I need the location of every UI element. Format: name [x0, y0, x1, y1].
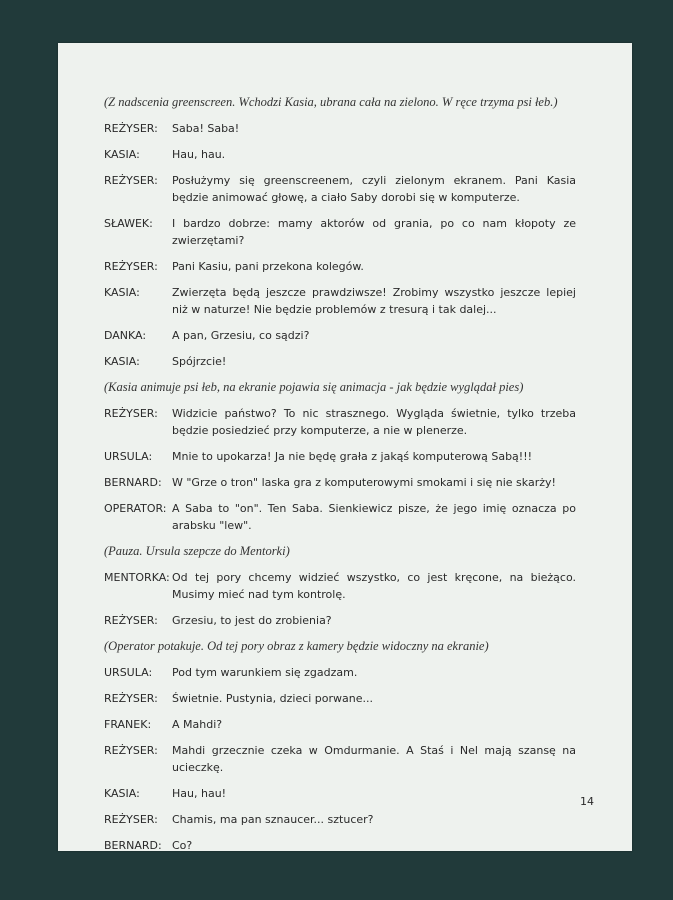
- dialogue-text: A Mahdi?: [172, 718, 223, 731]
- dialogue-text: Co?: [172, 839, 193, 852]
- speaker-name: REŻYSER:: [104, 174, 158, 187]
- dialogue-row: [104, 327, 576, 344]
- dialogue-row: [104, 258, 576, 275]
- dialogue-row: [104, 474, 576, 491]
- speaker-name: KASIA:: [104, 787, 140, 800]
- dialogue-row: [104, 215, 576, 249]
- dialogue-row: [104, 405, 576, 439]
- dialogue-row: [104, 837, 576, 854]
- dialogue-row: [104, 172, 576, 206]
- dialogue-row: [104, 690, 576, 707]
- dialogue-text: Saba! Saba!: [172, 122, 240, 135]
- dialogue-row: [104, 811, 576, 828]
- speaker-name: DANKA:: [104, 329, 147, 342]
- script-body: [104, 94, 576, 863]
- dialogue-row: [104, 742, 576, 776]
- dialogue-text: Hau, hau.: [172, 148, 226, 161]
- dialogue-text: Mahdi grzecznie czeka w Omdurmanie. A Staś i Nel mają szansę na ucieczkę.: [172, 744, 576, 774]
- speaker-name: REŻYSER:: [104, 260, 158, 273]
- speaker-name: REŻYSER:: [104, 744, 158, 757]
- speaker-name: MENTORKA:: [104, 571, 170, 584]
- stage-direction: (Z nadscenia greenscreen. Wchodzi Kasia, ubrana cała na zielono. W ręce trzyma psi łeb.): [104, 95, 558, 109]
- speaker-name: BERNARD:: [104, 476, 162, 489]
- dialogue-row: [104, 569, 576, 603]
- speaker-name: REŻYSER:: [104, 407, 158, 420]
- dialogue-text: W "Grze o tron" laska gra z komputerowymi smokami i się nie skarży!: [172, 476, 556, 489]
- speaker-name: SŁAWEK:: [104, 217, 153, 230]
- dialogue-text: Pani Kasiu, pani przekona kolegów.: [172, 260, 364, 273]
- speaker-name: OPERATOR:: [104, 502, 167, 515]
- dialogue-row: [104, 353, 576, 370]
- dialogue-row: [104, 284, 576, 318]
- dialogue-text: Posłużymy się greenscreenem, czyli zielonym ekranem. Pani Kasia będzie animować głowę, a ciało Saby dorobi się w komputerze.: [172, 174, 576, 204]
- speaker-name: URSULA:: [104, 450, 153, 463]
- dialogue-row: [104, 500, 576, 534]
- speaker-name: KASIA:: [104, 286, 140, 299]
- speaker-name: REŻYSER:: [104, 614, 158, 627]
- dialogue-text: I bardzo dobrze: mamy aktorów od grania, po co nam kłopoty ze zwierzętami?: [172, 217, 576, 247]
- dialogue-row: [104, 120, 576, 137]
- dialogue-row: [104, 612, 576, 629]
- dialogue-text: Spójrzcie!: [172, 355, 227, 368]
- speaker-name: FRANEK:: [104, 718, 152, 731]
- dialogue-text: Zwierzęta będą jeszcze prawdziwsze! Zrobimy wszystko jeszcze lepiej niż w naturze! Nie będzie problemów z tresurą i tak dalej...: [172, 286, 576, 316]
- speaker-name: BERNARD:: [104, 839, 162, 852]
- document-page: [58, 43, 632, 851]
- speaker-name: REŻYSER:: [104, 813, 158, 826]
- speaker-name: REŻYSER:: [104, 122, 158, 135]
- dialogue-text: Pod tym warunkiem się zgadzam.: [172, 666, 358, 679]
- dialogue-text: Świetnie. Pustynia, dzieci porwane...: [172, 692, 374, 705]
- speaker-name: URSULA:: [104, 666, 153, 679]
- speaker-name: KASIA:: [104, 355, 140, 368]
- stage-direction: (Pauza. Ursula szepcze do Mentorki): [104, 544, 290, 558]
- dialogue-text: Grzesiu, to jest do zrobienia?: [172, 614, 332, 627]
- stage-direction: (Operator potakuje. Od tej pory obraz z kamery będzie widoczny na ekranie): [104, 639, 489, 653]
- page-number: 14: [580, 795, 594, 808]
- dialogue-text: A pan, Grzesiu, co sądzi?: [172, 329, 310, 342]
- dialogue-text: Od tej pory chcemy widzieć wszystko, co jest kręcone, na bieżąco. Musimy mieć nad tym kontrolę.: [172, 571, 576, 601]
- dialogue-row: [104, 146, 576, 163]
- dialogue-text: Mnie to upokarza! Ja nie będę grała z jakąś komputerową Sabą!!!: [172, 450, 533, 463]
- dialogue-row: [104, 664, 576, 681]
- speaker-name: REŻYSER:: [104, 692, 158, 705]
- dialogue-text: A Saba to "on". Ten Saba. Sienkiewicz pisze, że jego imię oznacza po arabsku "lew".: [172, 502, 576, 532]
- speaker-name: KASIA:: [104, 148, 140, 161]
- stage-direction: (Kasia animuje psi łeb, na ekranie pojawia się animacja - jak będzie wyglądał pies): [104, 380, 524, 394]
- dialogue-row: [104, 716, 576, 733]
- dialogue-text: Hau, hau!: [172, 787, 227, 800]
- dialogue-text: Chamis, ma pan sznaucer... sztucer?: [172, 813, 374, 826]
- dialogue-text: Widzicie państwo? To nic strasznego. Wygląda świetnie, tylko trzeba będzie posiedzieć przy komputerze, a nie w plenerze.: [172, 407, 576, 437]
- dialogue-row: [104, 448, 576, 465]
- dialogue-row: [104, 785, 576, 802]
